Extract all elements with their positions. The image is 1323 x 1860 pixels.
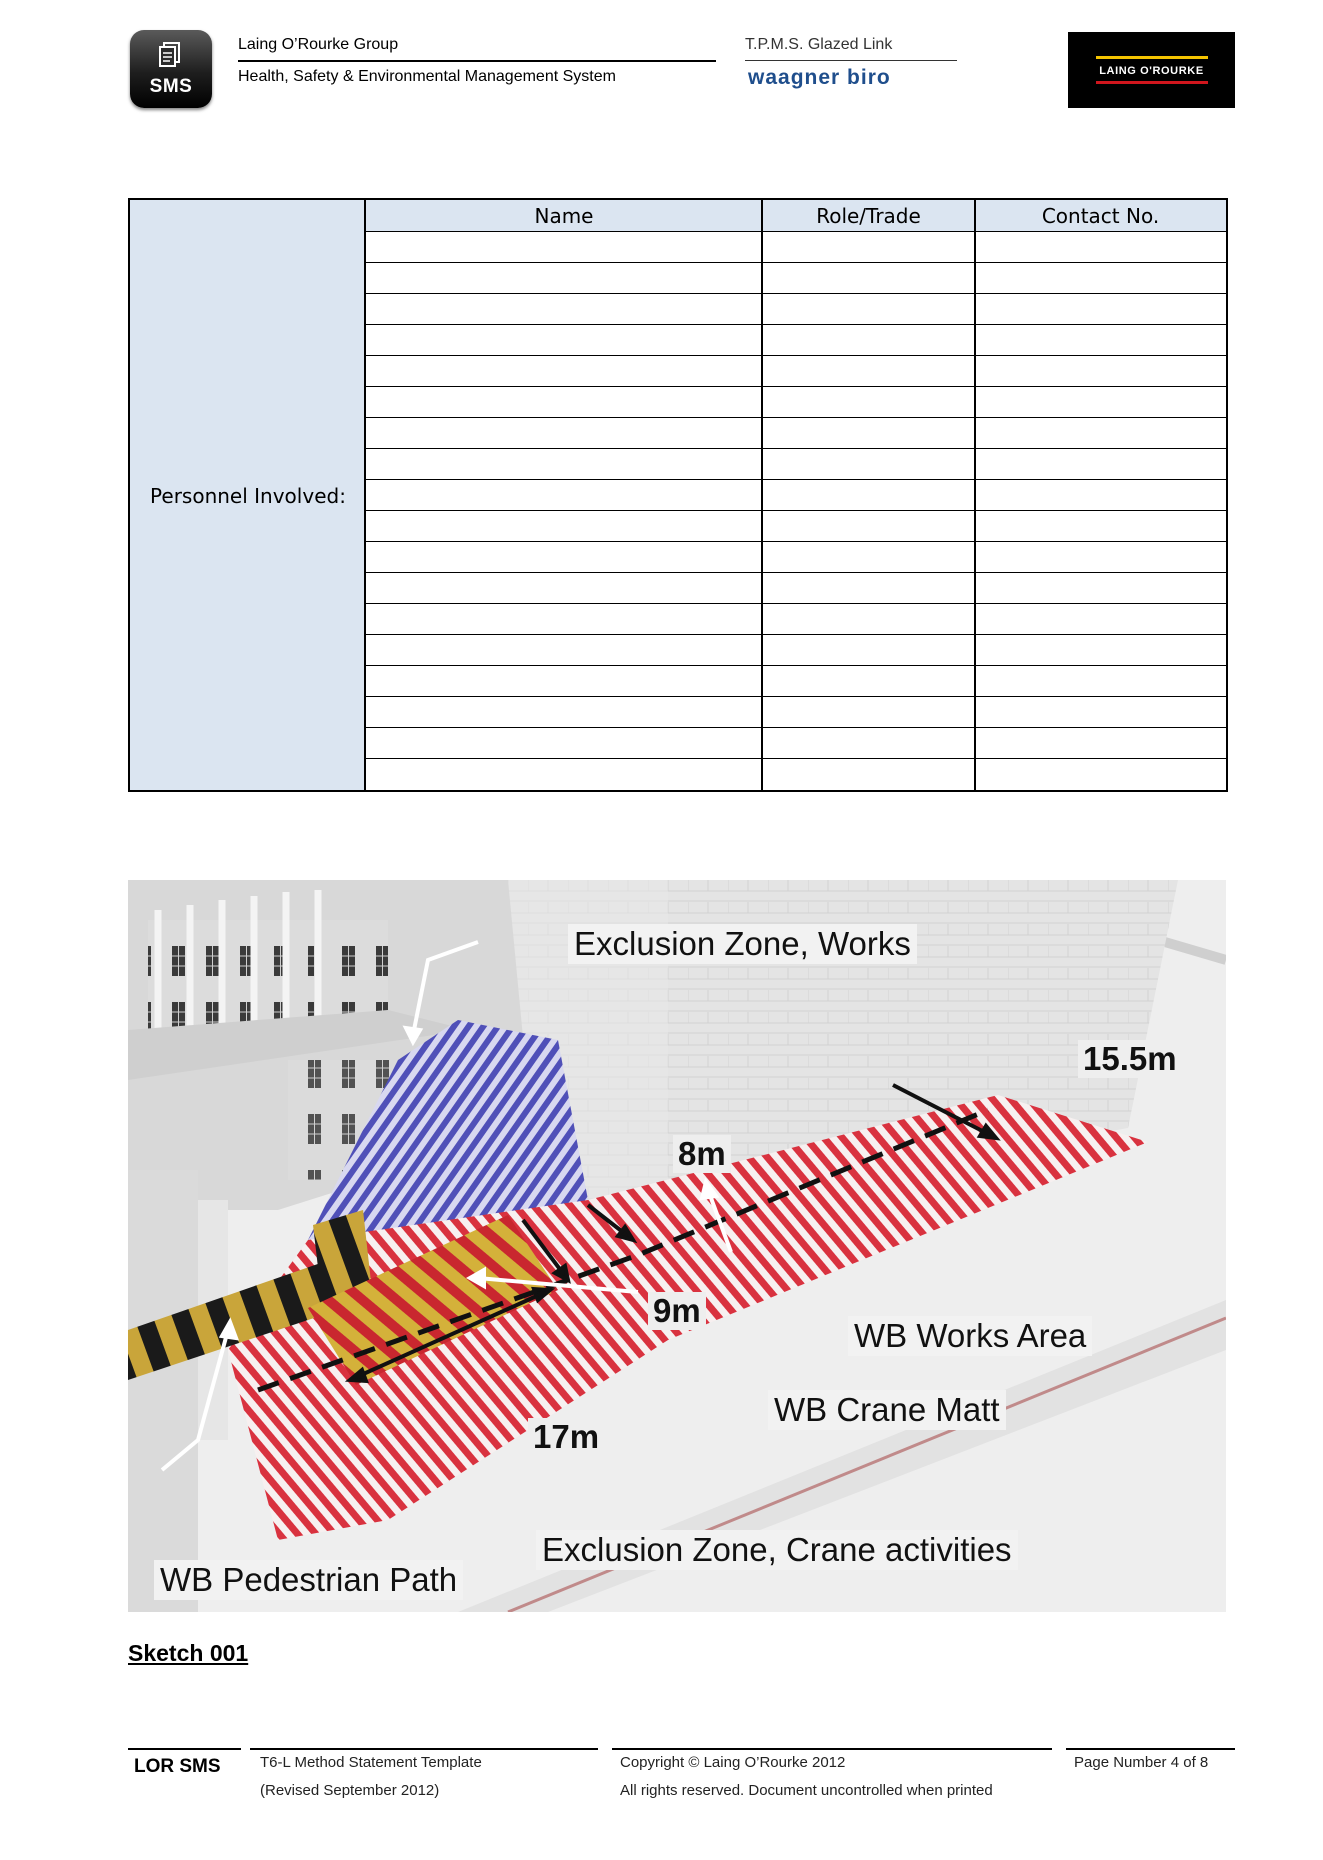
dimension-label-17m: 17m bbox=[528, 1418, 604, 1456]
header-name: Name bbox=[534, 204, 594, 228]
table-row bbox=[366, 758, 1226, 759]
table-row bbox=[366, 696, 1226, 697]
footer-template: T6-L Method Statement Template bbox=[260, 1754, 482, 1771]
table-row bbox=[366, 479, 1226, 480]
table-row bbox=[366, 386, 1226, 387]
table-row bbox=[366, 324, 1226, 325]
column-divider bbox=[974, 200, 976, 790]
sketch-image bbox=[128, 880, 1226, 1612]
footer-rights: All rights reserved. Document uncontrolled when printed bbox=[620, 1782, 993, 1799]
footer-page-number: Page Number 4 of 8 bbox=[1074, 1754, 1209, 1771]
table-row bbox=[366, 417, 1226, 418]
system-name: Health, Safety & Environmental Management System bbox=[238, 68, 616, 85]
table-row bbox=[366, 262, 1226, 263]
table-row bbox=[366, 572, 1226, 573]
header-contact: Contact No. bbox=[1041, 204, 1160, 228]
footer-revised: (Revised September 2012) bbox=[260, 1782, 440, 1799]
project-divider bbox=[745, 60, 957, 61]
personnel-label-cell bbox=[130, 200, 366, 790]
footer-line bbox=[612, 1748, 1052, 1750]
sms-logo bbox=[130, 30, 212, 108]
footer-copyright: Copyright © Laing O’Rourke 2012 bbox=[620, 1754, 846, 1771]
left-column bbox=[128, 1170, 198, 1612]
sms-logo-text: SMS bbox=[149, 76, 193, 97]
footer-line bbox=[128, 1748, 241, 1750]
footer-line bbox=[250, 1748, 598, 1750]
label-works-area: WB Works Area bbox=[848, 1316, 1092, 1356]
label-pedestrian-path: WB Pedestrian Path bbox=[154, 1560, 463, 1600]
document-icon bbox=[158, 42, 182, 68]
personnel-label: Personnel Involved: bbox=[150, 484, 346, 508]
table-row bbox=[366, 603, 1226, 604]
project-name: T.P.M.S. Glazed Link bbox=[745, 36, 893, 53]
table-row bbox=[366, 634, 1226, 635]
site-sketch-svg bbox=[128, 880, 1226, 1612]
table-row bbox=[366, 293, 1226, 294]
table-row bbox=[366, 448, 1226, 449]
laing-orourke-logo bbox=[1068, 32, 1235, 108]
table-row bbox=[366, 355, 1226, 356]
label-exclusion-zone-crane: Exclusion Zone, Crane activities bbox=[536, 1530, 1018, 1570]
sketch-title: Sketch 001 bbox=[128, 1640, 249, 1666]
lor-logo-text: LAING O'ROURKE bbox=[1099, 65, 1204, 77]
table-row bbox=[366, 727, 1226, 728]
header-role: Role/Trade bbox=[816, 204, 921, 228]
dimension-label-15-5m: 15.5m bbox=[1078, 1040, 1182, 1078]
label-crane-matt: WB Crane Matt bbox=[768, 1390, 1006, 1430]
table-row bbox=[366, 665, 1226, 666]
label-exclusion-zone-works: Exclusion Zone, Works bbox=[568, 924, 917, 964]
dimension-label-9m: 9m bbox=[648, 1292, 706, 1330]
table-row bbox=[366, 541, 1226, 542]
org-name: Laing O’Rourke Group bbox=[238, 36, 399, 53]
logo-red-bar bbox=[1096, 81, 1208, 84]
table-header-row bbox=[366, 200, 1226, 232]
logo-yellow-bar bbox=[1096, 56, 1208, 59]
dimension-label-8m: 8m bbox=[673, 1135, 731, 1173]
personnel-grid bbox=[366, 200, 1226, 790]
personnel-table bbox=[128, 198, 1228, 792]
header-divider bbox=[238, 60, 716, 62]
waagner-biro-logo: waagner biro bbox=[748, 66, 891, 89]
footer-system: LOR SMS bbox=[134, 1756, 221, 1777]
table-row bbox=[366, 510, 1226, 511]
column-divider bbox=[761, 200, 763, 790]
footer-line bbox=[1066, 1748, 1235, 1750]
